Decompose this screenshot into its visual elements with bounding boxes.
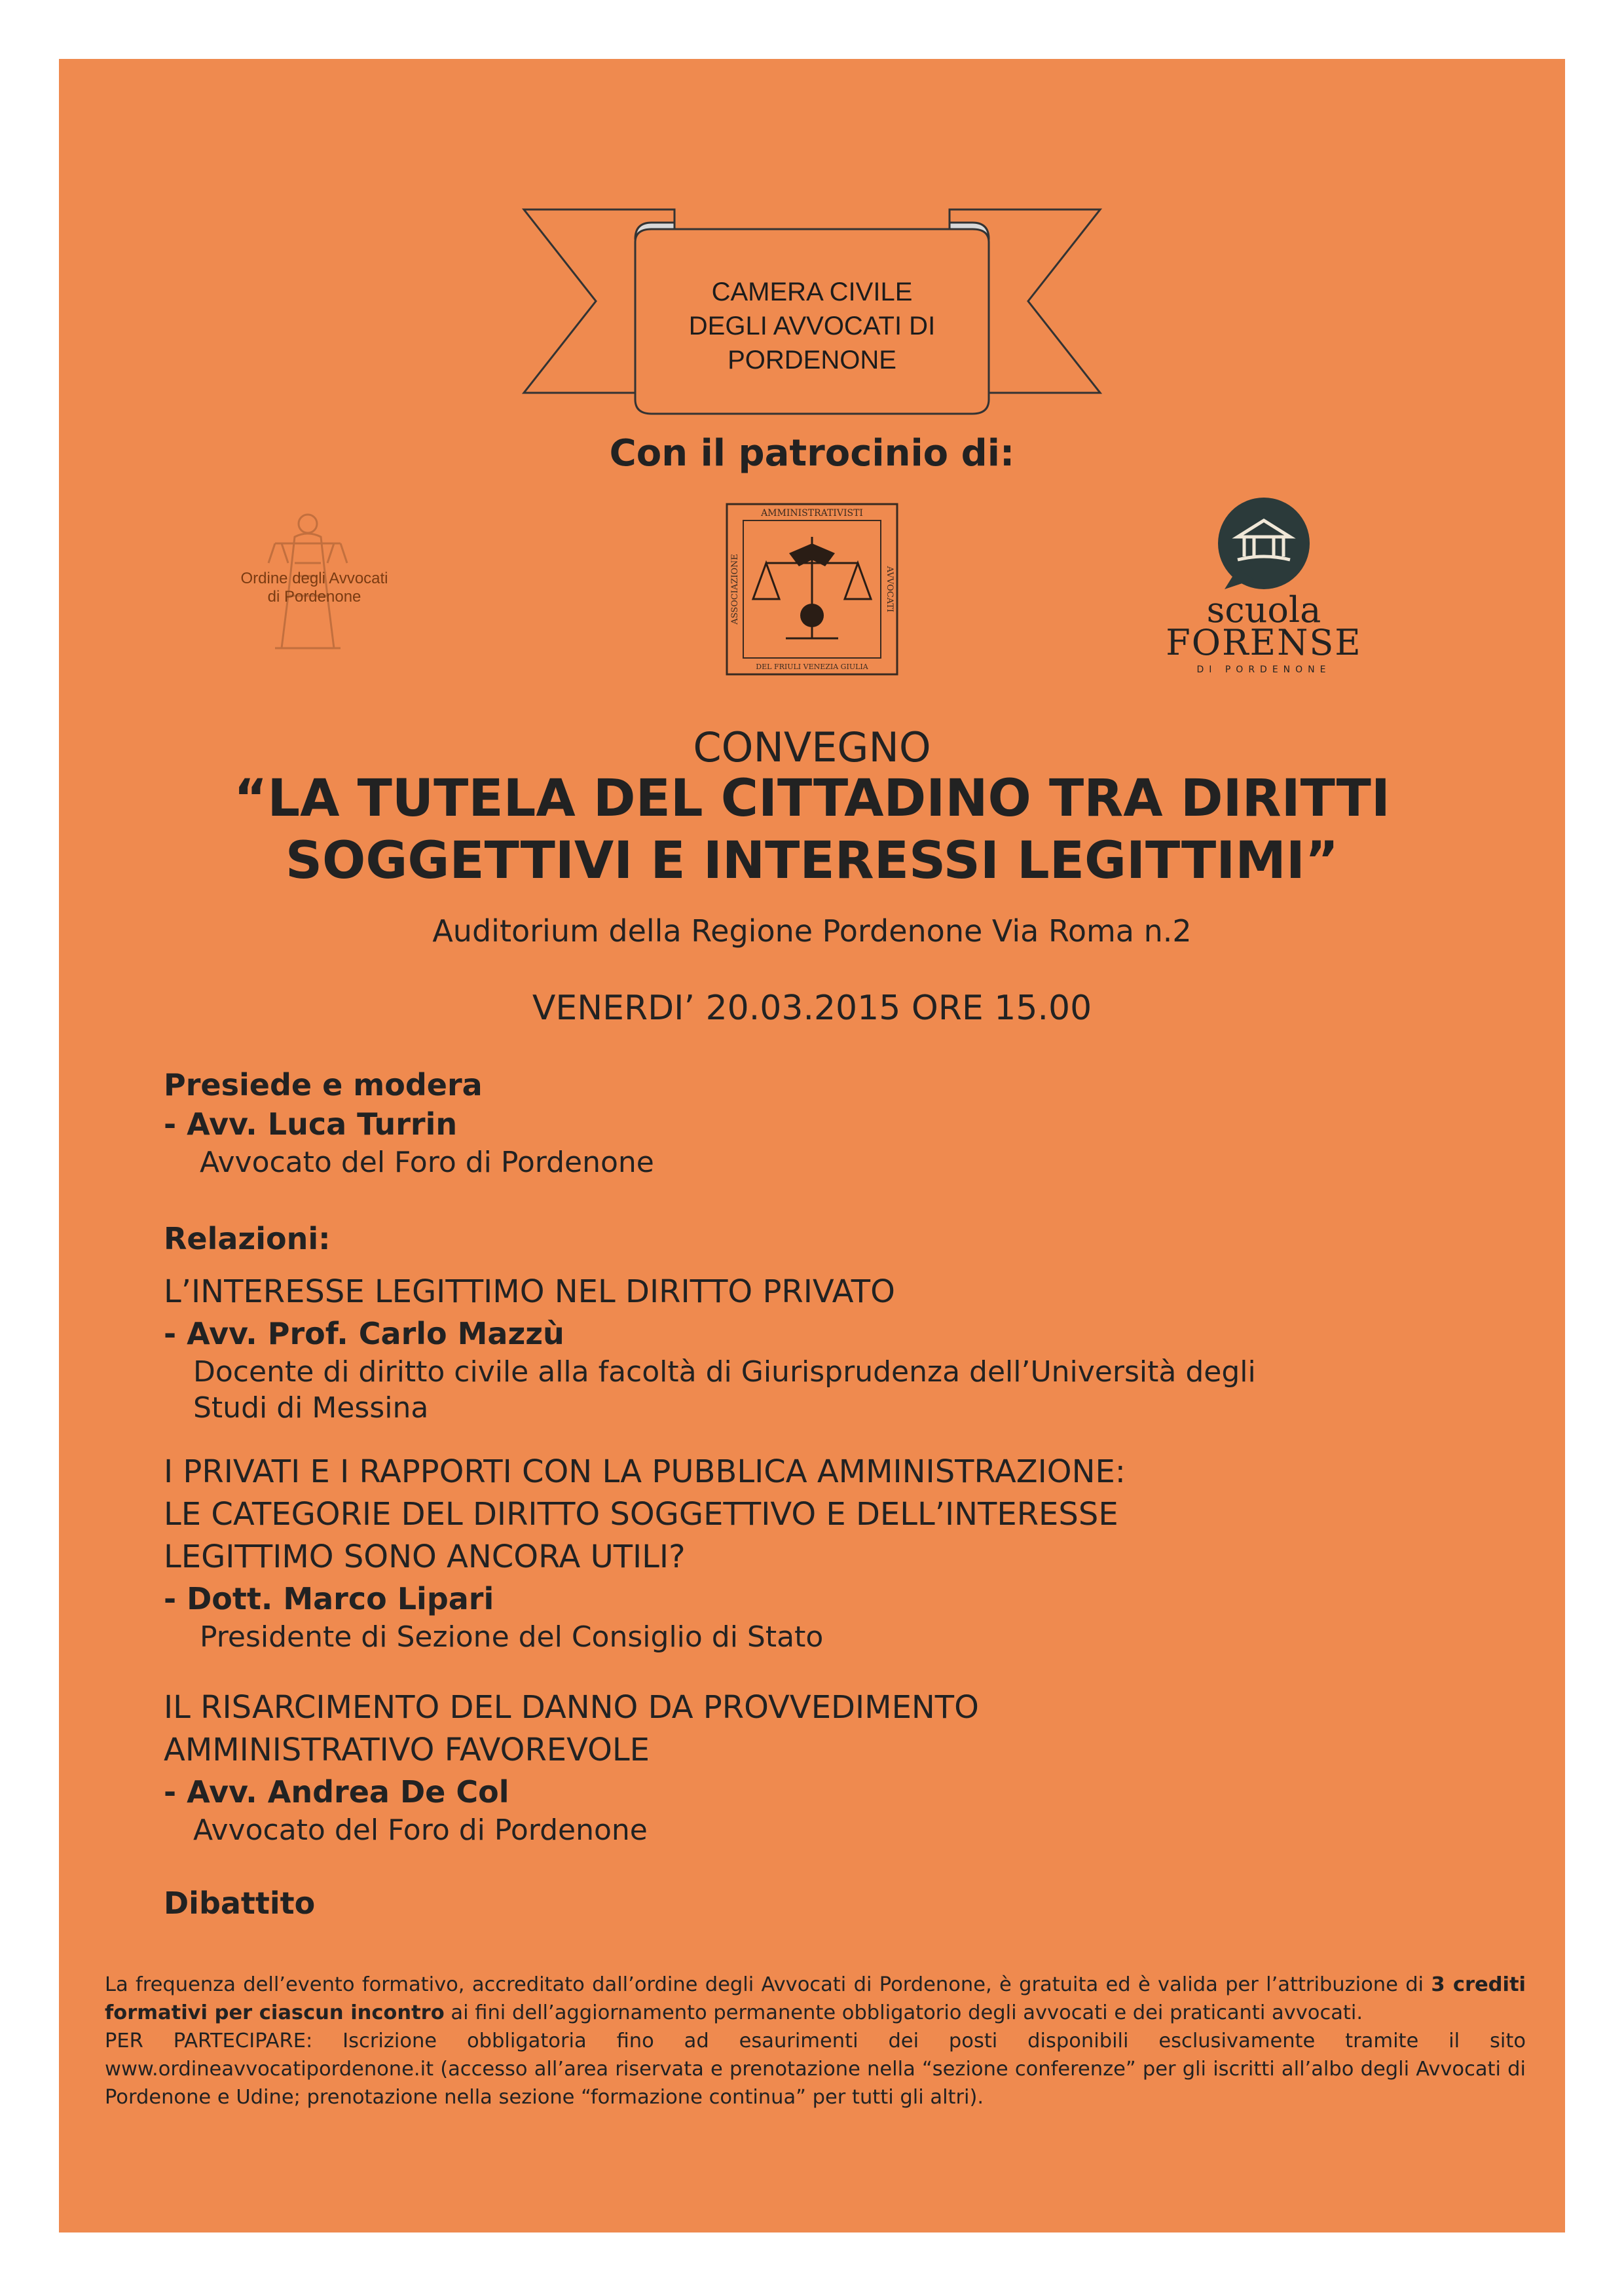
assoc-left-label: ASSOCIAZIONE	[730, 554, 740, 625]
event-venue: Auditorium della Regione Pordenone Via Roma n.2	[432, 913, 1192, 949]
relazioni-heading: Relazioni:	[164, 1221, 331, 1256]
ordine-logo-line-1: Ordine degli Avvocati	[240, 570, 388, 587]
footer-credits-bold: 3 crediti formativi per ciascun incontro	[105, 1973, 1526, 2024]
talk-2-speaker: - Dott. Marco Lipari	[164, 1581, 494, 1616]
footer-credits-text-b: ai fini dell’aggiornamento permanente obbligatorio degli avvocati e dei praticanti avvocati.	[444, 2001, 1363, 2024]
talk-1-role-line-2: Studi di Messina	[193, 1391, 429, 1425]
event-title-line-1: “LA TUTELA DEL CITTADINO TRA DIRITTI	[234, 769, 1390, 828]
patronage-heading: Con il patrocinio di:	[609, 432, 1015, 475]
talk-3-speaker: - Avv. Andrea De Col	[164, 1774, 509, 1810]
flyer-sheet	[59, 59, 1565, 2232]
footer-registration-paragraph: PER PARTECIPARE: Iscrizione obbligatoria fino ad esaurimenti dei posti disponibili esclusivamente tramite il sito www.ordineavvocatipordenone.it (accesso all’area riservata e prenotazione nella “sezione conferenze” per gli iscritti all’albo degli Avvocati di Pordenone e Udine; prenotazione nella sezione “formazione continua” per tutti gli altri).	[105, 2030, 1526, 2109]
talk-3-role: Avvocato del Foro di Pordenone	[193, 1813, 648, 1847]
dibattito-label: Dibattito	[164, 1886, 316, 1921]
ordine-logo-line-2: di Pordenone	[267, 588, 361, 606]
talk-2-title-line-2: LE CATEGORIE DEL DIRITTO SOGGETTIVO E DELL’INTERESSE	[164, 1496, 1118, 1533]
footer-notes	[105, 1971, 1526, 2111]
assoc-bottom-label: DEL FRIULI VENEZIA GIULIA	[756, 663, 868, 671]
logo-associazione-amministrativisti	[714, 491, 910, 687]
footer-credits-paragraph	[105, 1971, 1526, 2027]
forense-logo-word: FORENSE	[1166, 622, 1362, 663]
talk-3-title-line-1: IL RISARCIMENTO DEL DANNO DA PROVVEDIMENTO	[164, 1689, 979, 1726]
talk-2-role: Presidente di Sezione del Consiglio di Stato	[200, 1620, 824, 1654]
scuola-logo-sub: DI PORDENONE	[1196, 665, 1331, 675]
banner-ribbon	[485, 144, 1139, 426]
talk-2-title-line-3: LEGITTIMO SONO ANCORA UTILI?	[164, 1539, 686, 1575]
talk-3-title-line-2: AMMINISTRATIVO FAVOREVOLE	[164, 1732, 650, 1768]
banner-text	[674, 275, 950, 377]
event-type: CONVEGNO	[693, 723, 931, 771]
banner-line-2: DEGLI AVVOCATI DI	[688, 312, 936, 340]
banner-line-1: CAMERA CIVILE	[711, 278, 913, 306]
talk-1-title: L’INTERESSE LEGITTIMO NEL DIRITTO PRIVATO	[164, 1273, 895, 1310]
logo-scuola-forense	[1133, 491, 1369, 687]
footer-credits-text-a: La frequenza dell’evento formativo, accreditato dall’ordine degli Avvocati di Pordenone, è gratuita ed è valida per l’attribuzione di	[105, 1973, 1431, 1996]
talk-1-speaker: - Avv. Prof. Carlo Mazzù	[164, 1316, 564, 1351]
building-book-icon	[1133, 491, 1369, 596]
talk-2-title-line-1: I PRIVATI E I RAPPORTI CON LA PUBBLICA AMMINISTRAZIONE:	[164, 1453, 1126, 1490]
banner-line-3: PORDENONE	[728, 346, 896, 374]
ordine-logo-text	[216, 570, 413, 606]
scuola-logo-word: scuola	[1206, 589, 1321, 630]
chair-name: - Avv. Luca Turrin	[164, 1106, 458, 1142]
assoc-right-label: AVVOCATI	[885, 566, 895, 613]
talk-1-role-line-1: Docente di diritto civile alla facoltà di Giurisprudenza dell’Università degli	[193, 1355, 1256, 1389]
scales-eagle-icon	[714, 491, 910, 687]
event-date: VENERDI’ 20.03.2015 ORE 15.00	[532, 989, 1092, 1028]
logo-ordine-avvocati	[196, 504, 413, 661]
assoc-top-label: AMMINISTRATIVISTI	[761, 508, 863, 519]
chair-heading: Presiede e modera	[164, 1067, 483, 1102]
event-title-line-2: SOGGETTIVI E INTERESSI LEGITTIMI”	[285, 831, 1339, 890]
chair-role: Avvocato del Foro di Pordenone	[200, 1146, 654, 1179]
